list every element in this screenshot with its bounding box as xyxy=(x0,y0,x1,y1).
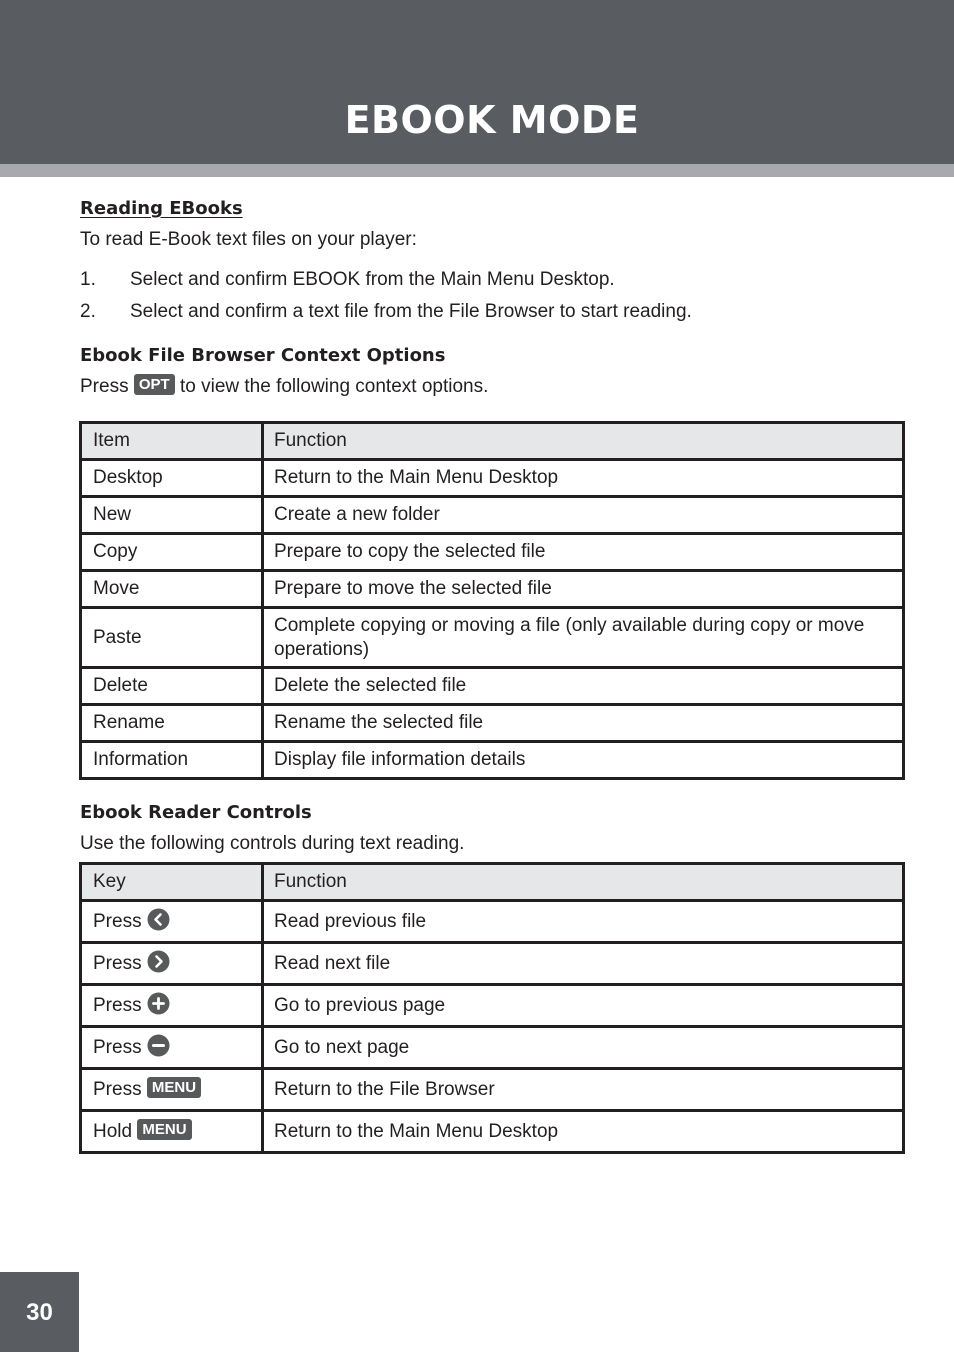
table-row xyxy=(81,460,904,497)
table-row xyxy=(81,985,904,1027)
table-row xyxy=(81,901,904,943)
table-row xyxy=(81,742,904,779)
table-row xyxy=(81,1027,904,1069)
key-cell xyxy=(81,1027,263,1069)
table-row xyxy=(81,943,904,985)
item-cell: Move xyxy=(81,571,263,608)
function-cell: Display file information details xyxy=(263,742,904,779)
item-cell: Delete xyxy=(81,668,263,705)
page-header xyxy=(0,0,954,164)
function-cell: Create a new folder xyxy=(263,497,904,534)
browser-intro xyxy=(80,375,488,399)
press-suffix-text: to view the following context options. xyxy=(179,376,489,397)
step-text: Select and confirm a text file from the File Browser to start reading. xyxy=(130,301,692,322)
left-arrow-icon xyxy=(147,908,170,931)
action-text: Press xyxy=(93,910,142,932)
page-title: EBOOK MODE xyxy=(344,98,640,142)
item-cell: Rename xyxy=(81,705,263,742)
function-cell: Read previous file xyxy=(263,901,904,943)
step-number: 2. xyxy=(80,301,96,322)
minus-icon xyxy=(147,1034,170,1057)
column-header-key: Key xyxy=(81,864,263,901)
column-header-item: Item xyxy=(81,423,263,460)
table-header-row xyxy=(81,864,904,901)
context-options-table xyxy=(79,421,905,780)
table-row xyxy=(81,705,904,742)
function-cell: Prepare to copy the selected file xyxy=(263,534,904,571)
table-row xyxy=(81,571,904,608)
press-text: Press xyxy=(80,376,129,397)
plus-icon xyxy=(147,992,170,1015)
step-text: Select and confirm EBOOK from the Main Menu Desktop. xyxy=(130,269,615,290)
function-cell: Return to the Main Menu Desktop xyxy=(263,1111,904,1153)
key-cell xyxy=(81,1069,263,1111)
step-number: 1. xyxy=(80,269,96,290)
column-header-function: Function xyxy=(263,423,904,460)
controls-heading: Ebook Reader Controls xyxy=(80,802,312,823)
page-number: 30 xyxy=(26,1299,53,1326)
action-text: Press xyxy=(93,994,142,1016)
reading-intro: To read E-Book text files on your player: xyxy=(80,229,417,250)
menu-key-icon: MENU xyxy=(137,1119,191,1140)
key-cell xyxy=(81,943,263,985)
table-row xyxy=(81,668,904,705)
menu-key-icon: MENU xyxy=(147,1077,201,1098)
action-text: Press xyxy=(93,1078,142,1100)
function-cell: Delete the selected file xyxy=(263,668,904,705)
function-cell: Return to the Main Menu Desktop xyxy=(263,460,904,497)
table-header-row xyxy=(81,423,904,460)
item-cell: New xyxy=(81,497,263,534)
table-row xyxy=(81,1069,904,1111)
function-cell: Go to next page xyxy=(263,1027,904,1069)
browser-heading: Ebook File Browser Context Options xyxy=(80,345,446,366)
function-cell: Prepare to move the selected file xyxy=(263,571,904,608)
key-cell xyxy=(81,985,263,1027)
action-text: Press xyxy=(93,1036,142,1058)
page-number-box xyxy=(0,1272,79,1352)
key-cell xyxy=(81,1111,263,1153)
reading-heading: Reading EBooks xyxy=(80,198,243,219)
table-row xyxy=(81,608,904,668)
item-cell: Information xyxy=(81,742,263,779)
controls-intro: Use the following controls during text reading. xyxy=(80,833,465,854)
header-stripe xyxy=(0,164,954,177)
opt-key-icon: OPT xyxy=(134,374,175,395)
key-cell xyxy=(81,901,263,943)
column-header-function: Function xyxy=(263,864,904,901)
function-cell: Read next file xyxy=(263,943,904,985)
action-text: Press xyxy=(93,952,142,974)
table-row xyxy=(81,497,904,534)
item-cell: Paste xyxy=(81,608,263,668)
table-row xyxy=(81,534,904,571)
function-cell: Complete copying or moving a file (only available during copy or move operations) xyxy=(263,608,904,668)
item-cell: Desktop xyxy=(81,460,263,497)
reader-controls-table xyxy=(79,862,905,1154)
function-cell: Rename the selected file xyxy=(263,705,904,742)
function-cell: Return to the File Browser xyxy=(263,1069,904,1111)
action-text: Hold xyxy=(93,1120,133,1142)
right-arrow-icon xyxy=(147,950,170,973)
table-row xyxy=(81,1111,904,1153)
item-cell: Copy xyxy=(81,534,263,571)
function-cell: Go to previous page xyxy=(263,985,904,1027)
